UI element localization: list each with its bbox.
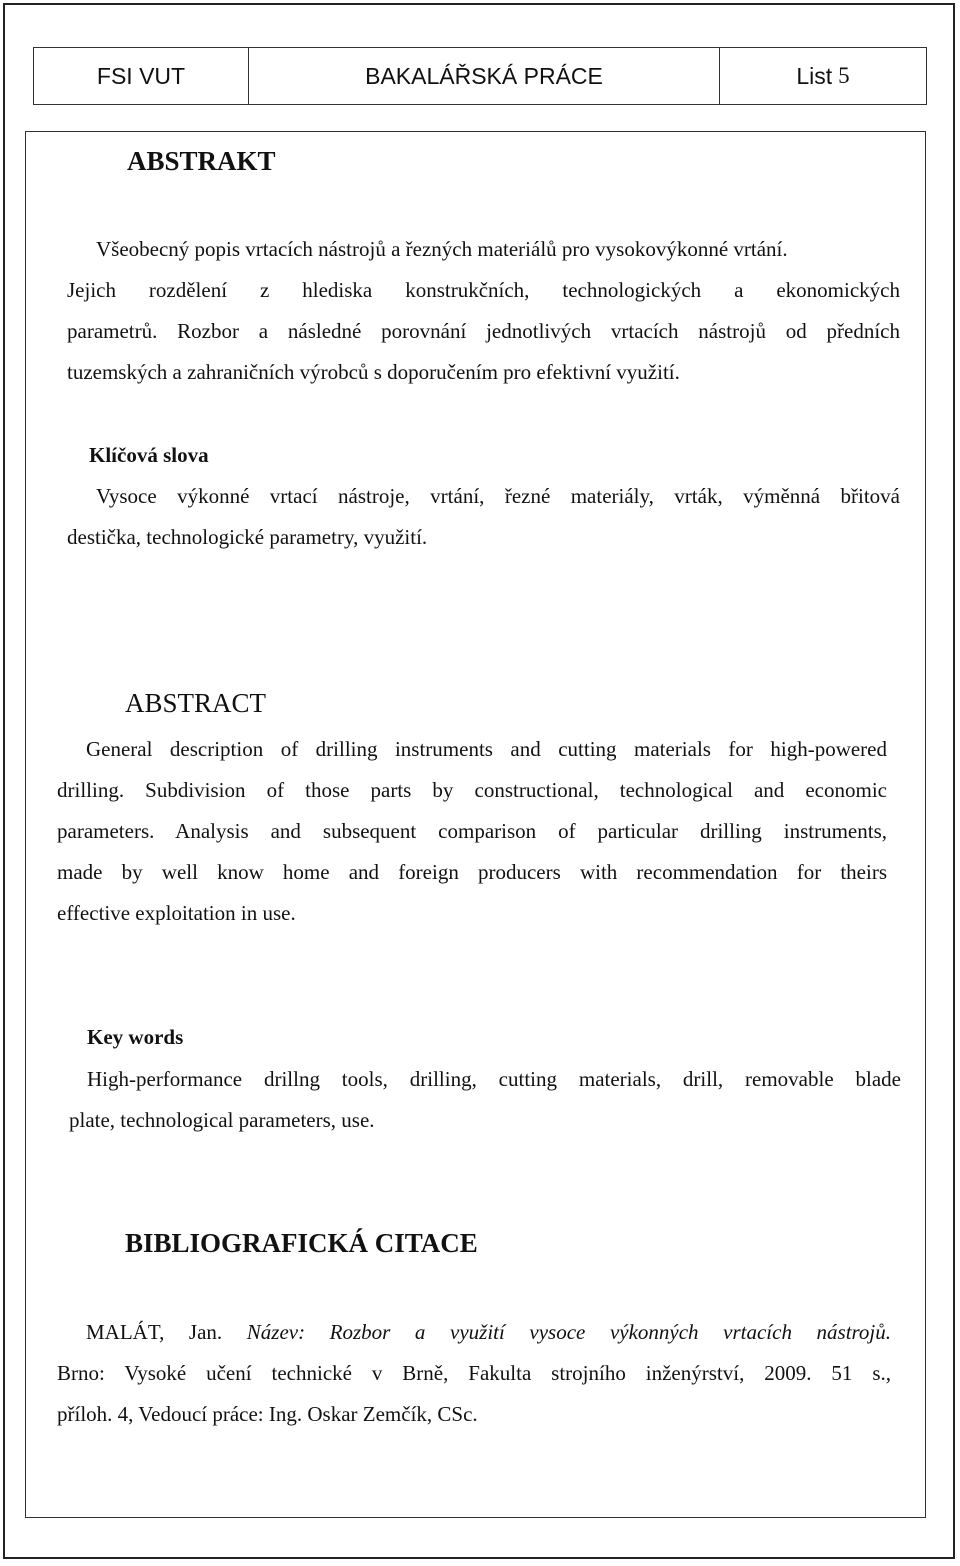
header-page-label: List: [796, 62, 833, 89]
header-thesis-type: BAKALÁŘSKÁ PRÁCE: [248, 48, 719, 104]
abstract-heading: ABSTRACT: [125, 688, 267, 718]
page-header: [33, 47, 927, 105]
key-words-text: [69, 1059, 901, 1141]
abstrakt-text: [67, 229, 900, 393]
header-institution: FSI VUT: [96, 62, 186, 89]
citation-heading: BIBLIOGRAFICKÁ CITACE: [125, 1228, 478, 1258]
citation-title: Název: Rozbor a využití vysoce výkonných vrtacích nástrojů.: [246, 1320, 892, 1344]
text-line: parameters. Analysis and subsequent comparison of particular drilling instruments,: [57, 819, 887, 843]
text-line: effective exploitation in use.: [57, 901, 296, 925]
citation-author: MALÁT, Jan.: [86, 1320, 223, 1344]
text-line: Jejich rozdělení z hlediska konstrukčních, technologických a ekonomických: [67, 278, 900, 302]
text-line: High-performance drillng tools, drilling, cutting materials, drill, removable blade: [87, 1067, 901, 1091]
header-page: [719, 48, 926, 104]
text-line: made by well know home and foreign producers with recommendation for theirs: [57, 860, 887, 884]
text-line: drilling. Subdivision of those parts by constructional, technological and economic: [57, 778, 887, 802]
text-line: tuzemských a zahraničních výrobců s doporučením pro efektivní využití.: [67, 360, 680, 384]
key-words-title: Key words: [87, 1025, 184, 1049]
text-line: Vysoce výkonné vrtací nástroje, vrtání, řezné materiály, vrták, výměnná břitová: [96, 484, 900, 508]
header-page-number: 5: [838, 63, 850, 88]
text-line: parametrů. Rozbor a následné porovnání jednotlivých vrtacích nástrojů od předních: [67, 319, 900, 343]
abstrakt-heading: ABSTRAKT: [127, 146, 276, 176]
citation-line-3: příloh. 4, Vedoucí práce: Ing. Oskar Zemčík, CSc.: [57, 1402, 478, 1426]
citation-line-2: Brno: Vysoké učení technické v Brně, Fakulta strojního inženýrství, 2009. 51 s.,: [57, 1361, 891, 1385]
content-frame: [25, 131, 926, 1518]
text-line: General description of drilling instruments and cutting materials for high-powered: [86, 737, 887, 761]
abstract-text: [57, 729, 887, 934]
citation-text: [57, 1312, 891, 1435]
klicova-slova-text: [67, 476, 900, 558]
text-line: destička, technologické parametry, využití.: [67, 525, 428, 549]
citation-line-1: [57, 1312, 891, 1353]
text-line: Všeobecný popis vrtacích nástrojů a řezných materiálů pro vysokovýkonné vrtání.: [96, 237, 788, 261]
klicova-slova-title: Klíčová slova: [89, 443, 209, 467]
text-line: plate, technological parameters, use.: [69, 1108, 375, 1132]
